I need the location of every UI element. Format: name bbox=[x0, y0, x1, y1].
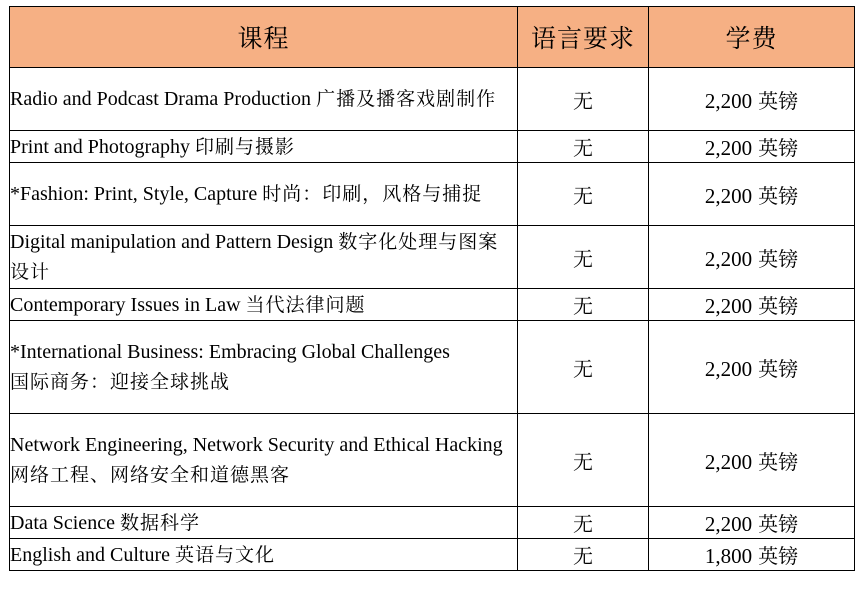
fee-cell bbox=[649, 131, 855, 163]
course-name-en: Print and Photography bbox=[10, 135, 190, 158]
course-cell bbox=[10, 539, 518, 571]
header-tuition-fee: 学费 bbox=[649, 7, 855, 68]
course-cell bbox=[10, 507, 518, 539]
fee-currency: 英镑 bbox=[758, 449, 799, 474]
fee-amount: 2,200 bbox=[704, 88, 753, 113]
course-name-en: English and Culture bbox=[10, 543, 170, 566]
table-row bbox=[10, 321, 855, 414]
course-cell bbox=[10, 68, 518, 131]
table-row bbox=[10, 539, 855, 571]
fee-cell bbox=[649, 289, 855, 321]
fee-amount: 2,200 bbox=[704, 356, 753, 381]
language-requirement-cell: 无 bbox=[518, 226, 649, 289]
fee-currency: 英镑 bbox=[758, 512, 799, 536]
table-row bbox=[10, 226, 855, 289]
fee-cell bbox=[649, 163, 855, 226]
fee-cell bbox=[649, 226, 855, 289]
fee-cell bbox=[649, 68, 855, 131]
course-name-zh: 时尚：印刷，风格与捕捉 bbox=[262, 183, 483, 205]
course-name-en: Data Science bbox=[10, 511, 115, 534]
fee-amount: 1,800 bbox=[704, 544, 753, 568]
fee-amount: 2,200 bbox=[704, 449, 753, 474]
table-header-row bbox=[10, 7, 855, 68]
course-cell bbox=[10, 131, 518, 163]
fee-cell bbox=[649, 414, 855, 507]
course-name-zh: 网络工程、网络安全和道德黑客 bbox=[10, 464, 291, 486]
header-course: 课程 bbox=[10, 7, 518, 68]
fee-amount: 2,200 bbox=[704, 246, 753, 271]
course-name-en: *International Business: Embracing Global Challenges bbox=[10, 341, 450, 363]
fee-amount: 2,200 bbox=[704, 294, 753, 318]
fee-currency: 英镑 bbox=[758, 294, 799, 318]
course-name-zh: 印刷与摄影 bbox=[195, 135, 296, 158]
language-requirement-cell: 无 bbox=[518, 539, 649, 571]
course-name-zh: 广播及播客戏剧制作 bbox=[316, 88, 497, 110]
header-language-requirement: 语言要求 bbox=[518, 7, 649, 68]
fee-cell bbox=[649, 321, 855, 414]
course-name-en: Network Engineering, Network Security and Ethical Hacking bbox=[10, 434, 503, 456]
fee-currency: 英镑 bbox=[758, 544, 799, 568]
course-name-zh: 国际商务：迎接全球挑战 bbox=[10, 371, 231, 393]
language-requirement-cell: 无 bbox=[518, 321, 649, 414]
fee-currency: 英镑 bbox=[758, 356, 799, 381]
table-row bbox=[10, 131, 855, 163]
course-name-en: Digital manipulation and Pattern Design bbox=[10, 231, 334, 253]
language-requirement-cell: 无 bbox=[518, 507, 649, 539]
course-name-en: Contemporary Issues in Law bbox=[10, 293, 241, 316]
fee-currency: 英镑 bbox=[758, 136, 799, 160]
language-requirement-cell: 无 bbox=[518, 414, 649, 507]
fee-amount: 2,200 bbox=[704, 512, 753, 536]
course-name-en: *Fashion: Print, Style, Capture bbox=[10, 183, 258, 205]
fee-currency: 英镑 bbox=[758, 88, 799, 113]
course-name-en: Radio and Podcast Drama Production bbox=[10, 88, 312, 110]
course-cell bbox=[10, 321, 518, 414]
language-requirement-cell: 无 bbox=[518, 131, 649, 163]
fee-cell bbox=[649, 539, 855, 571]
course-name-zh: 英语与文化 bbox=[174, 543, 275, 566]
course-name-zh: 数据科学 bbox=[119, 511, 200, 534]
table-row bbox=[10, 414, 855, 507]
course-cell bbox=[10, 289, 518, 321]
course-cell bbox=[10, 414, 518, 507]
course-name-zh: 当代法律问题 bbox=[245, 293, 366, 316]
fee-amount: 2,200 bbox=[704, 136, 753, 160]
fee-amount: 2,200 bbox=[704, 183, 753, 208]
table-row bbox=[10, 507, 855, 539]
table-row bbox=[10, 163, 855, 226]
course-fee-table bbox=[9, 6, 855, 571]
fee-currency: 英镑 bbox=[758, 246, 799, 271]
language-requirement-cell: 无 bbox=[518, 68, 649, 131]
table-row bbox=[10, 289, 855, 321]
fee-cell bbox=[649, 507, 855, 539]
course-cell bbox=[10, 226, 518, 289]
language-requirement-cell: 无 bbox=[518, 163, 649, 226]
course-name-zh: 数字化处理与图案设计 bbox=[10, 231, 499, 283]
language-requirement-cell: 无 bbox=[518, 289, 649, 321]
table-row bbox=[10, 68, 855, 131]
course-cell bbox=[10, 163, 518, 226]
fee-currency: 英镑 bbox=[758, 183, 799, 208]
